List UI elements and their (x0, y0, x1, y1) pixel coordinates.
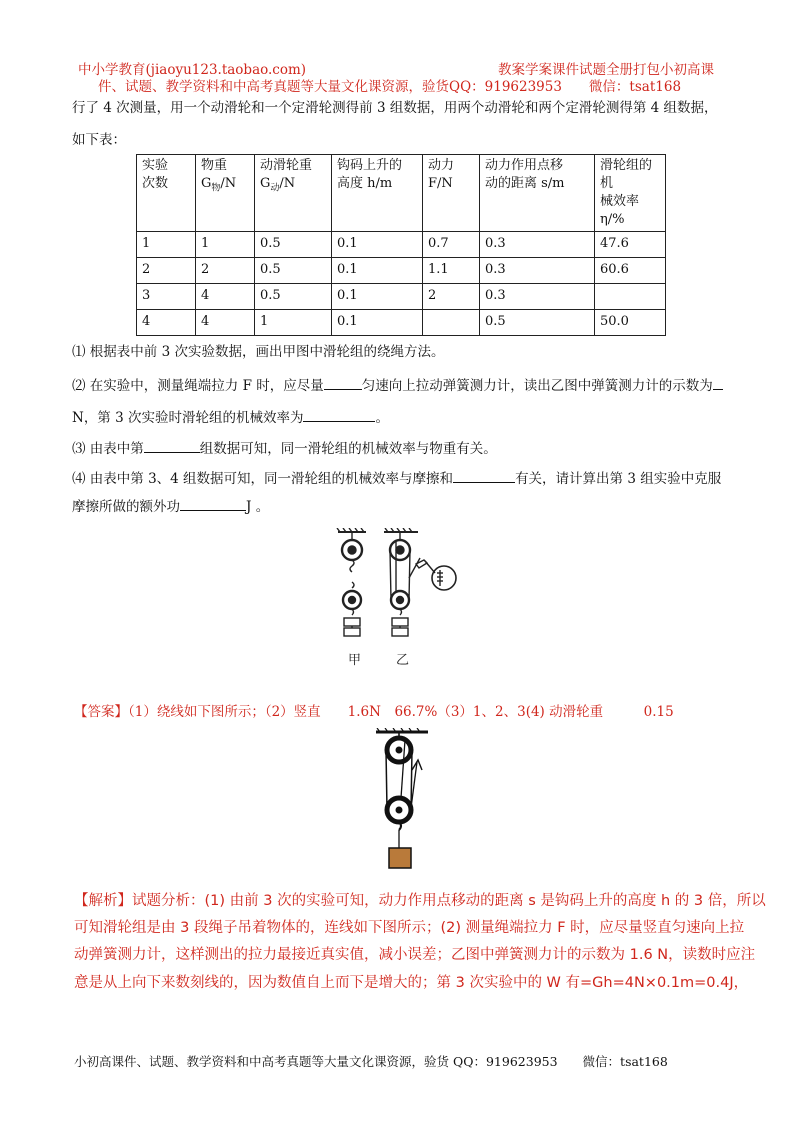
table-cell: 0.1 (332, 258, 423, 284)
answer-blank[interactable] (324, 375, 362, 390)
pulley-system-yi (384, 528, 456, 636)
table-row (137, 258, 666, 284)
question-4-line1: ⑷ 由表中第 3、4 组数据可知，同一滑轮组的机械效率与摩擦和 有关，请计算出第 3 组实验中克服 (72, 468, 721, 489)
header-cell: 物重 $G_物/N$ (196, 155, 255, 232)
table-cell: 4 (196, 310, 255, 336)
table-cell: 2 (196, 258, 255, 284)
answer-blank[interactable] (144, 438, 200, 453)
table-cell: 1 (255, 310, 332, 336)
table-cell: 0.5 (255, 232, 332, 258)
answer-label: 【答案】 (74, 704, 128, 720)
table-cell (595, 284, 666, 310)
table-row (137, 284, 666, 310)
analysis-line3: 动弹簧测力计，这样测出的拉力最接近真实值，减小误差；乙图中弹簧测力计的示数为 1.6 N，读数时应注 (74, 947, 756, 963)
table-cell: 50.0 (595, 310, 666, 336)
table-cell: 0.1 (332, 232, 423, 258)
header-left: 中小学教育(jiaoyu123.taobao.com) (78, 62, 307, 78)
header-cell: 动力 F/N (423, 155, 480, 232)
intro-line2: 如下表： (72, 132, 126, 148)
table-cell: 47.6 (595, 232, 666, 258)
answer-blank[interactable] (303, 407, 375, 422)
answer-pulley-figure (370, 728, 450, 874)
table-cell: 0.5 (255, 258, 332, 284)
table-cell: 0.3 (480, 284, 595, 310)
analysis-line4: 意是从上向下来数刻线的，因为数值自上而下是增大的；第 3 次实验中的 W 有=Gh=4N×0.1m=0.4J， (74, 975, 749, 991)
pulley-system-jia (337, 528, 366, 636)
footer: 小初高课件、试题、教学资料和中高考真题等大量文化课资源，验货 QQ：919623953 微信：tsat168 (74, 1054, 668, 1069)
table-cell: 0.3 (480, 258, 595, 284)
question-1: ⑴ 根据表中前 3 次实验数据，画出甲图中滑轮组的绕绳方法。 (72, 344, 445, 360)
question-2-line1: ⑵ 在实验中，测量绳端拉力 F 时，应尽量 匀速向上拉动弹簧测力计，读出乙图中弹簧测力计的示数为 (72, 375, 723, 396)
header-cell: 滑轮组的机 械效率 η/% (595, 155, 666, 232)
table-cell: 0.7 (423, 232, 480, 258)
analysis-line1: 【解析】试题分析：(1) 由前 3 次的实验可知，动力作用点移动的距离 s 是钩码上升的高度 h 的 3 倍，所以 (74, 893, 766, 909)
question-4-line2: 摩擦所做的额外功 J 。 (72, 496, 269, 517)
table-cell: 1 (137, 232, 196, 258)
answer-line (74, 702, 674, 722)
question-2-line2: N，第 3 次实验时滑轮组的机械效率为 。 (72, 407, 389, 428)
question-3: ⑶ 由表中第 组数据可知，同一滑轮组的机械效率与物重有关。 (72, 438, 497, 459)
answer-blank[interactable] (453, 468, 515, 483)
label-jia: 甲 (348, 653, 362, 668)
table-cell: 3 (137, 284, 196, 310)
header-cell: 动滑轮重 $G_动/N$ (255, 155, 332, 232)
table-cell: 4 (196, 284, 255, 310)
pulley-figure (330, 528, 470, 676)
table-cell: 0.3 (480, 232, 595, 258)
header-right-line2: 件、试题、教学资料和中高考真题等大量文化课资源，验货QQ：919623953 微信：tsat168 (98, 79, 682, 95)
table-cell: 0.5 (255, 284, 332, 310)
table-cell: 2 (423, 284, 480, 310)
answer-blank[interactable] (713, 375, 723, 390)
data-table (136, 154, 666, 336)
header-cell: 动力作用点移 动的距离 s/m (480, 155, 595, 232)
analysis-line2: 可知滑轮组是由 3 段绳子吊着物体的，连线如下图所示；(2) 测量绳端拉力 F 时，应尽量竖直匀速向上拉 (74, 920, 745, 936)
answer-blank[interactable] (180, 496, 246, 511)
table-cell: 0.1 (332, 310, 423, 336)
table-cell: 4 (137, 310, 196, 336)
table-cell: 2 (137, 258, 196, 284)
table-cell: 0.5 (480, 310, 595, 336)
table-header-row (137, 155, 666, 232)
table-row (137, 310, 666, 336)
header-cell: 实验 次数 (137, 155, 196, 232)
label-yi: 乙 (396, 653, 410, 668)
table-cell: 1.1 (423, 258, 480, 284)
table-cell: 60.6 (595, 258, 666, 284)
header-cell: 钩码上升的 高度 h/m (332, 155, 423, 232)
header-right-line1: 教案学案课件试题全册打包小初高课 (498, 62, 714, 78)
table-cell: 1 (196, 232, 255, 258)
intro-line1: 行了 4 次测量，用一个动滑轮和一个定滑轮测得前 3 组数据，用两个动滑轮和两个定滑轮测得第 4 组数据， (72, 100, 718, 116)
table-cell: 0.1 (332, 284, 423, 310)
answer-text: （1）绕线如下图所示；（2）竖直 1.6N 66.7%（3）1、2、3(4) 动滑轮重 0.15 (128, 704, 674, 720)
table-cell (423, 310, 480, 336)
table-row (137, 232, 666, 258)
